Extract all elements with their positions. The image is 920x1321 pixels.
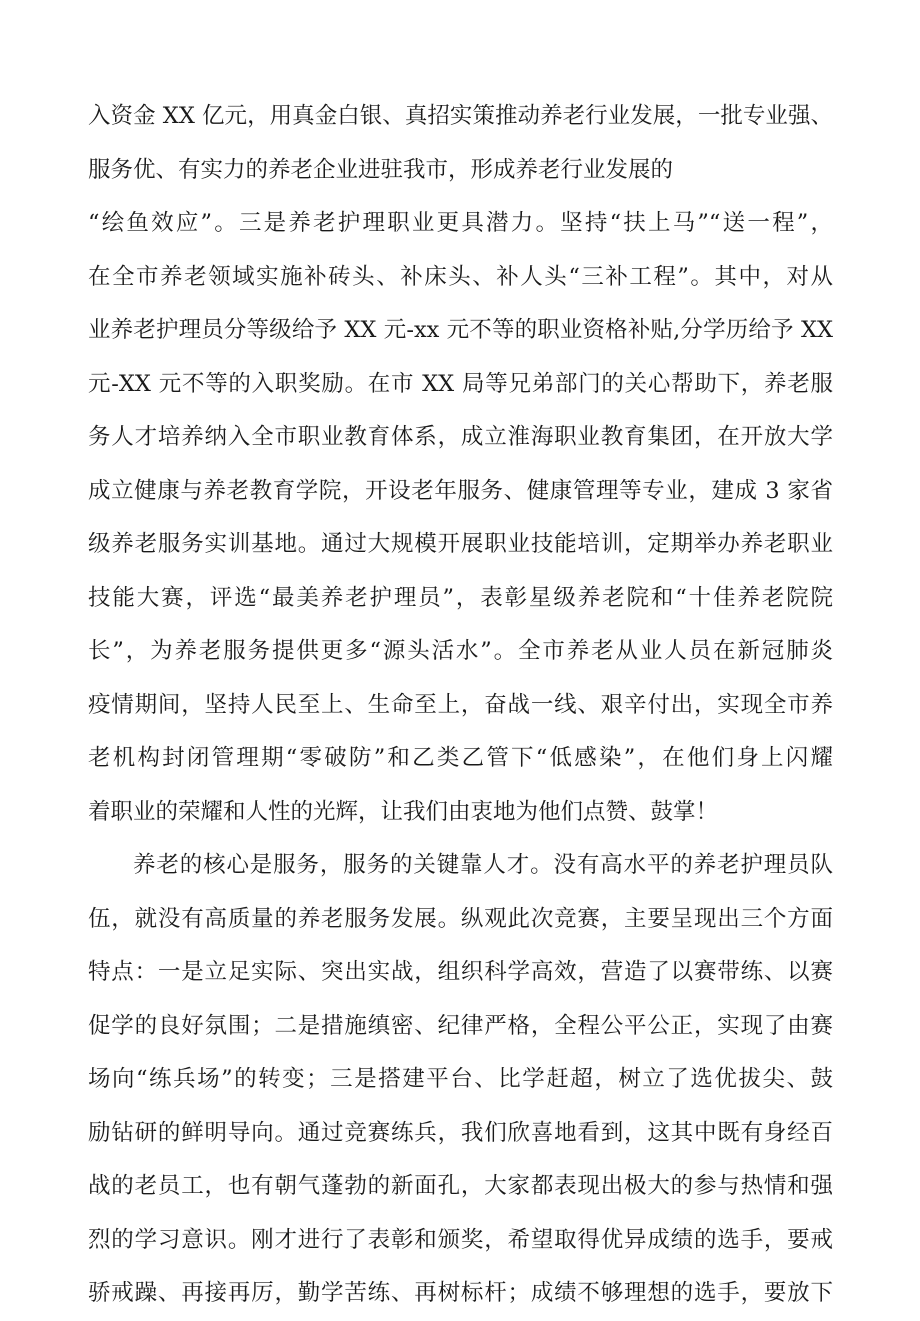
text-line: 疫情期间，坚持人民至上、生命至上，奋战一线、艰辛付出，实现全市养 bbox=[88, 691, 833, 718]
text-line: 务人才培养纳入全市职业教育体系，成立淮海职业教育集团，在开放大学 bbox=[88, 424, 833, 450]
text-line: 养老的核心是服务，服务的关键靠人才。没有高水平的养老护理员队 bbox=[133, 852, 833, 878]
text-line: 伍，就没有高质量的养老服务发展。纵观此次竞赛，主要呈现出三个方面 bbox=[88, 905, 833, 932]
text-line: 励钻研的鲜明导向。通过竞赛练兵，我们欣喜地看到，这其中既有身经百 bbox=[88, 1119, 833, 1146]
text-line: 促学的良好氛围；二是措施缜密、纪律严格，全程公平公正，实现了由赛 bbox=[88, 1012, 833, 1039]
text-line: 长”，为养老服务提供更多“源头活水”。全市养老从业人员在新冠肺炎 bbox=[88, 638, 833, 664]
text-line: 场向“练兵场”的转变；三是搭建平台、比学赶超，树立了选优拔尖、鼓 bbox=[88, 1066, 833, 1092]
paragraph-1 bbox=[88, 90, 833, 839]
text-line: 成立健康与养老教育学院，开设老年服务、健康管理等专业，建成 3 家省 bbox=[88, 477, 833, 504]
text-line: 特点：一是立足实际、突出实战，组织科学高效，营造了以赛带练、以赛 bbox=[88, 959, 833, 985]
text-line: 烈的学习意识。刚才进行了表彰和颁奖，希望取得优异成绩的选手，要戒 bbox=[88, 1226, 833, 1253]
document-body bbox=[88, 90, 833, 1321]
text-line: 在全市养老领域实施补砖头、补床头、补人头“三补工程”。其中，对从 bbox=[88, 263, 833, 290]
text-line: 业养老护理员分等级给予 XX 元-xx 元不等的职业资格补贴,分学历给予 XX bbox=[88, 317, 833, 343]
text-line: 技能大赛，评选“最美养老护理员”，表彰星级养老院和“十佳养老院院 bbox=[88, 584, 833, 611]
paragraph-2 bbox=[88, 839, 833, 1321]
text-line: 入资金 XX 亿元，用真金白银、真招实策推动养老行业发展，一批专业强、 bbox=[88, 103, 833, 129]
text-line: 战的老员工，也有朝气蓬勃的新面孔，大家都表现出极大的参与热情和强 bbox=[88, 1173, 833, 1199]
text-line: 级养老服务实训基地。通过大规模开展职业技能培训，定期举办养老职业 bbox=[88, 531, 833, 557]
text-line: 老机构封闭管理期“零破防”和乙类乙管下“低感染”，在他们身上闪耀 bbox=[88, 745, 833, 771]
text-line: 着职业的荣耀和人性的光辉，让我们由衷地为他们点赞、鼓掌！ bbox=[88, 798, 719, 825]
text-line: “绘鱼效应”。三是养老护理职业更具潜力。坚持“扶上马”“送一程”， bbox=[88, 210, 833, 236]
text-line: 骄戒躁、再接再厉，勤学苦练、再树标杆；成绩不够理想的选手，要放下 bbox=[88, 1280, 833, 1306]
text-line: 元-XX 元不等的入职奖励。在市 XX 局等兄弟部门的关心帮助下，养老服 bbox=[88, 370, 833, 397]
text-line: 服务优、有实力的养老企业进驻我市，形成养老行业发展的 bbox=[88, 156, 674, 183]
